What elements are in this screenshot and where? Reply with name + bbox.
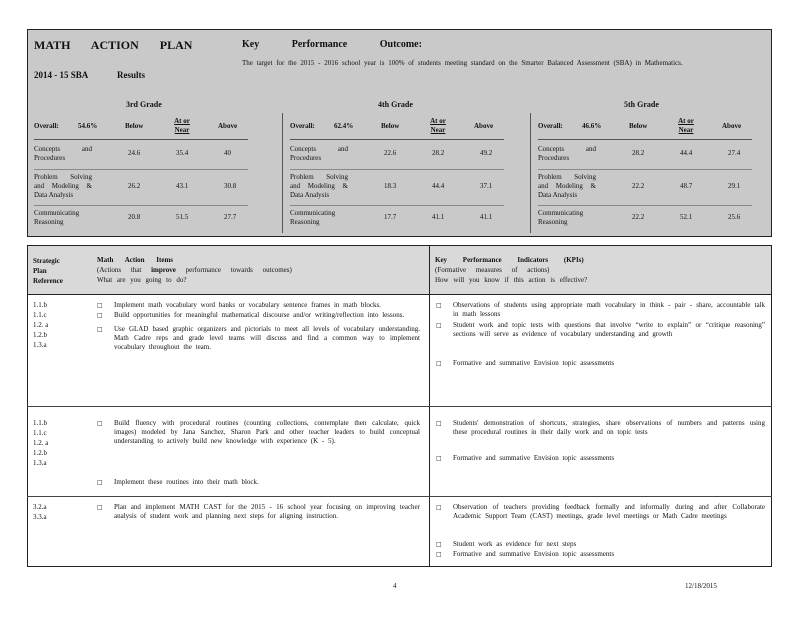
value-above: 37.1 bbox=[480, 182, 493, 190]
header-rule bbox=[34, 139, 248, 140]
action-item: Implement these routines into their math block. bbox=[114, 478, 259, 486]
header-rule bbox=[538, 139, 752, 140]
col-header-kpis-question: How will you know if this action is effective? bbox=[435, 276, 588, 284]
col-below-header: Below bbox=[381, 122, 400, 130]
bullet-icon: □ bbox=[97, 420, 103, 427]
col-near-header: At or Near bbox=[430, 117, 446, 134]
value-above: 27.4 bbox=[728, 149, 741, 157]
value-below: 20.8 bbox=[128, 213, 141, 221]
plan-reference: 1.1.b bbox=[33, 419, 47, 427]
footer-date: 12/18/2015 bbox=[685, 582, 717, 590]
metric-label: Concepts and Procedures bbox=[34, 145, 92, 162]
col-above-header: Above bbox=[474, 122, 494, 130]
row-divider bbox=[27, 496, 772, 497]
value-above: 49.2 bbox=[480, 149, 493, 157]
header-rule bbox=[290, 139, 504, 140]
plan-reference: 1.2. a bbox=[33, 321, 49, 329]
value-below: 17.7 bbox=[384, 213, 397, 221]
col-near-header: At or Near bbox=[678, 117, 694, 134]
col-above-header: Above bbox=[218, 122, 238, 130]
value-above: 29.1 bbox=[728, 182, 741, 190]
value-below: 28.2 bbox=[632, 149, 645, 157]
plan-reference: 1.2. a bbox=[33, 439, 49, 447]
value-below: 18.3 bbox=[384, 182, 397, 190]
metric-label: Problem Solving and Modeling & Data Analysis bbox=[34, 173, 92, 199]
value-below: 26.2 bbox=[128, 182, 141, 190]
value-above: 41.1 bbox=[480, 213, 493, 221]
bullet-icon: □ bbox=[436, 302, 442, 309]
value-near: 48.7 bbox=[680, 182, 693, 190]
sba-results-label: Results bbox=[117, 70, 146, 80]
value-near: 51.5 bbox=[176, 213, 189, 221]
value-below: 24.6 bbox=[128, 149, 141, 157]
kpi-item: Formative and summative Envision topic assessments bbox=[453, 550, 615, 558]
metric-label: Communicating Reasoning bbox=[34, 209, 80, 226]
value-near: 43.1 bbox=[176, 182, 189, 190]
row-rule bbox=[34, 169, 248, 170]
page-title: MATH ACTION PLAN bbox=[34, 38, 193, 52]
overall-value: 62.4% bbox=[334, 122, 354, 130]
plan-reference: 1.1.c bbox=[33, 311, 47, 319]
value-above: 40 bbox=[224, 149, 231, 157]
page-number: 4 bbox=[393, 582, 397, 590]
col-above-header: Above bbox=[722, 122, 742, 130]
kpo-label: Key Performance Outcome: bbox=[242, 39, 422, 50]
value-near: 44.4 bbox=[680, 149, 693, 157]
plan-reference: 1.1.c bbox=[33, 429, 47, 437]
action-item: Build fluency with procedural routines (counting collections, contemplate then calculate, quick images) modeled by Jana Sanchez, Sharon Park and other teacher leaders to build conceptual understanding to actively build new knowledge with experience (K - 5). bbox=[114, 419, 420, 445]
metric-label: Concepts and Procedures bbox=[538, 145, 596, 162]
action-item: Build opportunities for meaningful mathematical discourse and/or writing/reflection into lessons. bbox=[114, 311, 405, 319]
col-below-header: Below bbox=[629, 122, 648, 130]
action-item: Use GLAD based graphic organizers and pictorials to meet all levels of vocabulary understanding. Math Cadre reps and grade level teams will discuss and find a common way to implement vocabulary throughout the team. bbox=[114, 325, 420, 351]
value-near: 28.2 bbox=[432, 149, 445, 157]
bullet-icon: □ bbox=[436, 455, 442, 462]
value-near: 35.4 bbox=[176, 149, 189, 157]
row-divider bbox=[27, 294, 772, 295]
plan-reference: 1.1.b bbox=[33, 301, 47, 309]
metric-label: Problem Solving and Modeling & Data Analysis bbox=[290, 173, 348, 199]
value-above: 25.6 bbox=[728, 213, 741, 221]
col-header-actions-sub: (Actions that improve performance towards outcomes) bbox=[97, 266, 292, 274]
overall-label: Overall: bbox=[538, 122, 563, 130]
col-header-kpis: Key Performance Indicators (KPIs) bbox=[435, 256, 584, 264]
row-rule bbox=[290, 205, 504, 206]
metric-label: Problem Solving and Modeling & Data Analysis bbox=[538, 173, 596, 199]
metric-label: Concepts and Procedures bbox=[290, 145, 348, 162]
overall-label: Overall: bbox=[290, 122, 315, 130]
col-header-reference: Strategic Plan Reference bbox=[33, 257, 63, 285]
value-near: 44.4 bbox=[432, 182, 445, 190]
bullet-icon: □ bbox=[436, 551, 442, 558]
grade-name: 3rd Grade bbox=[126, 100, 162, 109]
metric-label: Communicating Reasoning bbox=[290, 209, 336, 226]
grade-name: 4th Grade bbox=[378, 100, 413, 109]
action-item: Plan and implement MATH CAST for the 2015 - 16 school year focusing on improving teacher analysis of student work and planning next steps for aligning instruction. bbox=[114, 503, 420, 520]
plan-reference: 1.2.b bbox=[33, 449, 47, 457]
kpi-item: Formative and summative Envision topic assessments bbox=[453, 454, 615, 462]
metric-label: Communicating Reasoning bbox=[538, 209, 584, 226]
col-header-kpis-sub: (Formative measures of actions) bbox=[435, 266, 550, 274]
value-below: 22.2 bbox=[632, 213, 645, 221]
overall-value: 54.6% bbox=[78, 122, 98, 130]
col-near-header: At or Near bbox=[174, 117, 190, 134]
value-below: 22.2 bbox=[632, 182, 645, 190]
sba-year: 2014 - 15 SBA bbox=[34, 70, 89, 80]
grade-panel-divider bbox=[282, 113, 283, 233]
kpi-item: Formative and summative Envision topic assessments bbox=[453, 359, 615, 367]
overall-label: Overall: bbox=[34, 122, 59, 130]
plan-reference: 3.3.a bbox=[33, 513, 47, 521]
plan-reference: 1.3.a bbox=[33, 341, 47, 349]
kpi-item: Student work as evidence for next steps bbox=[453, 540, 577, 548]
action-item: Implement math vocabulary word banks or vocabulary sentence frames in math blocks. bbox=[114, 301, 381, 309]
value-below: 22.6 bbox=[384, 149, 397, 157]
overall-value: 46.6% bbox=[582, 122, 602, 130]
kpo-text: The target for the 2015 - 2016 school year is 100% of students meeting standard on the Smarter Balanced Assessment (SBA) in Mathematics. bbox=[242, 59, 683, 67]
row-rule bbox=[290, 169, 504, 170]
col-below-header: Below bbox=[125, 122, 144, 130]
bullet-icon: □ bbox=[97, 312, 103, 319]
row-rule bbox=[538, 205, 752, 206]
row-divider bbox=[27, 406, 772, 407]
grade-name: 5th Grade bbox=[624, 100, 659, 109]
value-above: 27.7 bbox=[224, 213, 237, 221]
kpi-item: Student work and topic tests with questions that involve “write to explain” or “critique reasoning” sections will serve as evidence of vocabulary understanding and growth bbox=[453, 321, 765, 338]
bullet-icon: □ bbox=[97, 302, 103, 309]
plan-reference: 3.2.a bbox=[33, 503, 47, 511]
row-rule bbox=[34, 205, 248, 206]
grade-panel-divider bbox=[530, 113, 531, 233]
col-header-actions-question: What are you going to do? bbox=[97, 276, 187, 284]
value-above: 30.8 bbox=[224, 182, 237, 190]
kpi-item: Observations of students using appropriate math vocabulary in think - pair - share, accountable talk in math lessons bbox=[453, 301, 765, 318]
bullet-icon: □ bbox=[97, 479, 103, 486]
bullet-icon: □ bbox=[436, 322, 442, 329]
bullet-icon: □ bbox=[436, 360, 442, 367]
kpi-item: Observation of teachers providing feedback formally and informally during and after Collaborate Academic Support Team (CAST) meetings, grade level meetings or Math Cadre meetings bbox=[453, 503, 765, 520]
value-near: 41.1 bbox=[432, 213, 445, 221]
row-rule bbox=[538, 169, 752, 170]
bullet-icon: □ bbox=[97, 326, 103, 333]
bullet-icon: □ bbox=[436, 541, 442, 548]
plan-reference: 1.2.b bbox=[33, 331, 47, 339]
bullet-icon: □ bbox=[436, 504, 442, 511]
bullet-icon: □ bbox=[97, 504, 103, 511]
kpi-item: Students' demonstration of shortcuts, strategies, share observations of numbers and patterns using these procedural routines in their daily work and on topic tests bbox=[453, 419, 765, 436]
value-near: 52.1 bbox=[680, 213, 693, 221]
plan-reference: 1.3.a bbox=[33, 459, 47, 467]
bullet-icon: □ bbox=[436, 420, 442, 427]
col-header-actions: Math Action Items bbox=[97, 256, 173, 264]
